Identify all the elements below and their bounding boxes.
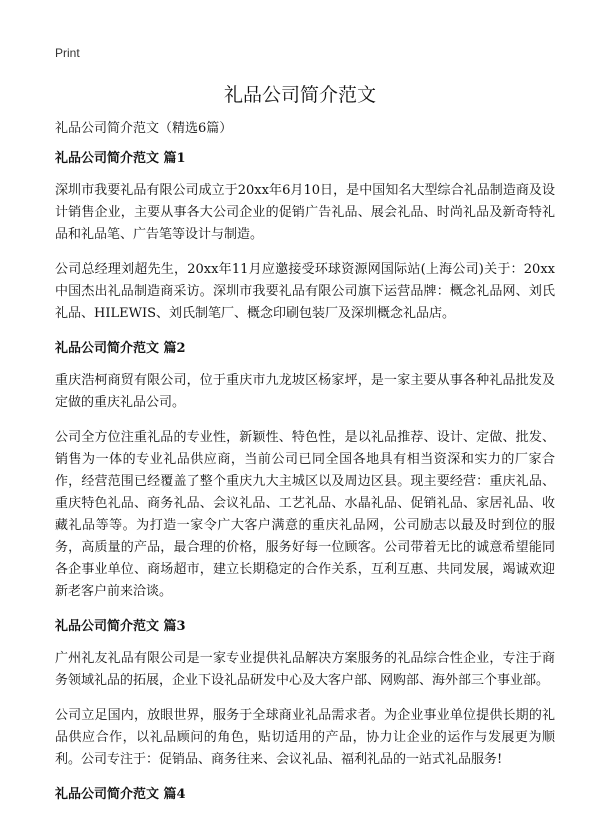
paragraph: 重庆浩柯商贸有限公司，位于重庆市九龙坡区杨家坪，是一家主要从事各种礼品批发及定做的重庆礼品公司。 (55, 373, 555, 410)
document-body (55, 118, 555, 816)
paragraph: 公司总经理刘超先生，20xx年11月应邀接受环球资源网国际站(上海公司)关于：20xx中国杰出礼品制造商采访。深圳市我要礼品有限公司旗下运营品牌：概念礼品网、刘氏礼品、HILEWIS、刘氏制笔厂、概念印刷包装厂及深圳概念礼品店。 (55, 262, 555, 321)
paragraph: 公司全方位注重礼品的专业性，新颖性、特色性，是以礼品推荐、设计、定做、批发、销售为一体的专业礼品供应商，当前公司已同全国各地具有相当资深和实力的厂家合作，经营范围已经覆盖了整个重庆九大主城区以及周边区县。现主要经营：重庆礼品、重庆特色礼品、商务礼品、会议礼品、工艺礼品、水晶礼品、促销礼品、家居礼品、收藏礼品等等。为打造一家令广大客户满意的重庆礼品网，公司励志以最及时到位的服务，高质量的产品，最合理的价格，服务好每一位顾客。公司带着无比的诚意希望能同各企事业单位、商场超市，建立长期稳定的合作关系，互利互惠、共同发展，竭诚欢迎新老客户前来洽谈。 (55, 430, 555, 599)
section-3 (55, 616, 555, 771)
section-1 (55, 148, 555, 325)
section-heading: 礼品公司简介范文 篇4 (55, 787, 186, 802)
document-title: 礼品公司简介范文 (223, 84, 376, 106)
document-subtitle: 礼品公司简介范文（精选6篇） (55, 121, 233, 136)
section-heading: 礼品公司简介范文 篇2 (55, 341, 186, 356)
section-2 (55, 338, 555, 603)
section-heading: 礼品公司简介范文 篇1 (55, 151, 186, 166)
print-link[interactable]: Print (55, 46, 80, 60)
paragraph: 公司立足国内，放眼世界，服务于全球商业礼品需求者。为企业事业单位提供长期的礼品供应合作，以礼品顾问的角色，贴切适用的产品，协力让企业的运作与发展更为顺利。公司专注于：促销品、商务往来、会议礼品、福利礼品的一站式礼品服务! (55, 708, 555, 767)
section-heading: 礼品公司简介范文 篇3 (55, 619, 186, 634)
section-4 (55, 784, 555, 806)
paragraph: 深圳市我要礼品有限公司成立于20xx年6月10日，是中国知名大型综合礼品制造商及设计销售企业，主要从事各大公司企业的促销广告礼品、展会礼品、时尚礼品及新奇特礼品和礼品笔、广告笔等设计与制造。 (55, 183, 555, 242)
paragraph: 广州礼友礼品有限公司是一家专业提供礼品解决方案服务的礼品综合性企业，专注于商务领域礼品的拓展，企业下设礼品研发中心及大客户部、网购部、海外部三个事业部。 (55, 651, 555, 688)
